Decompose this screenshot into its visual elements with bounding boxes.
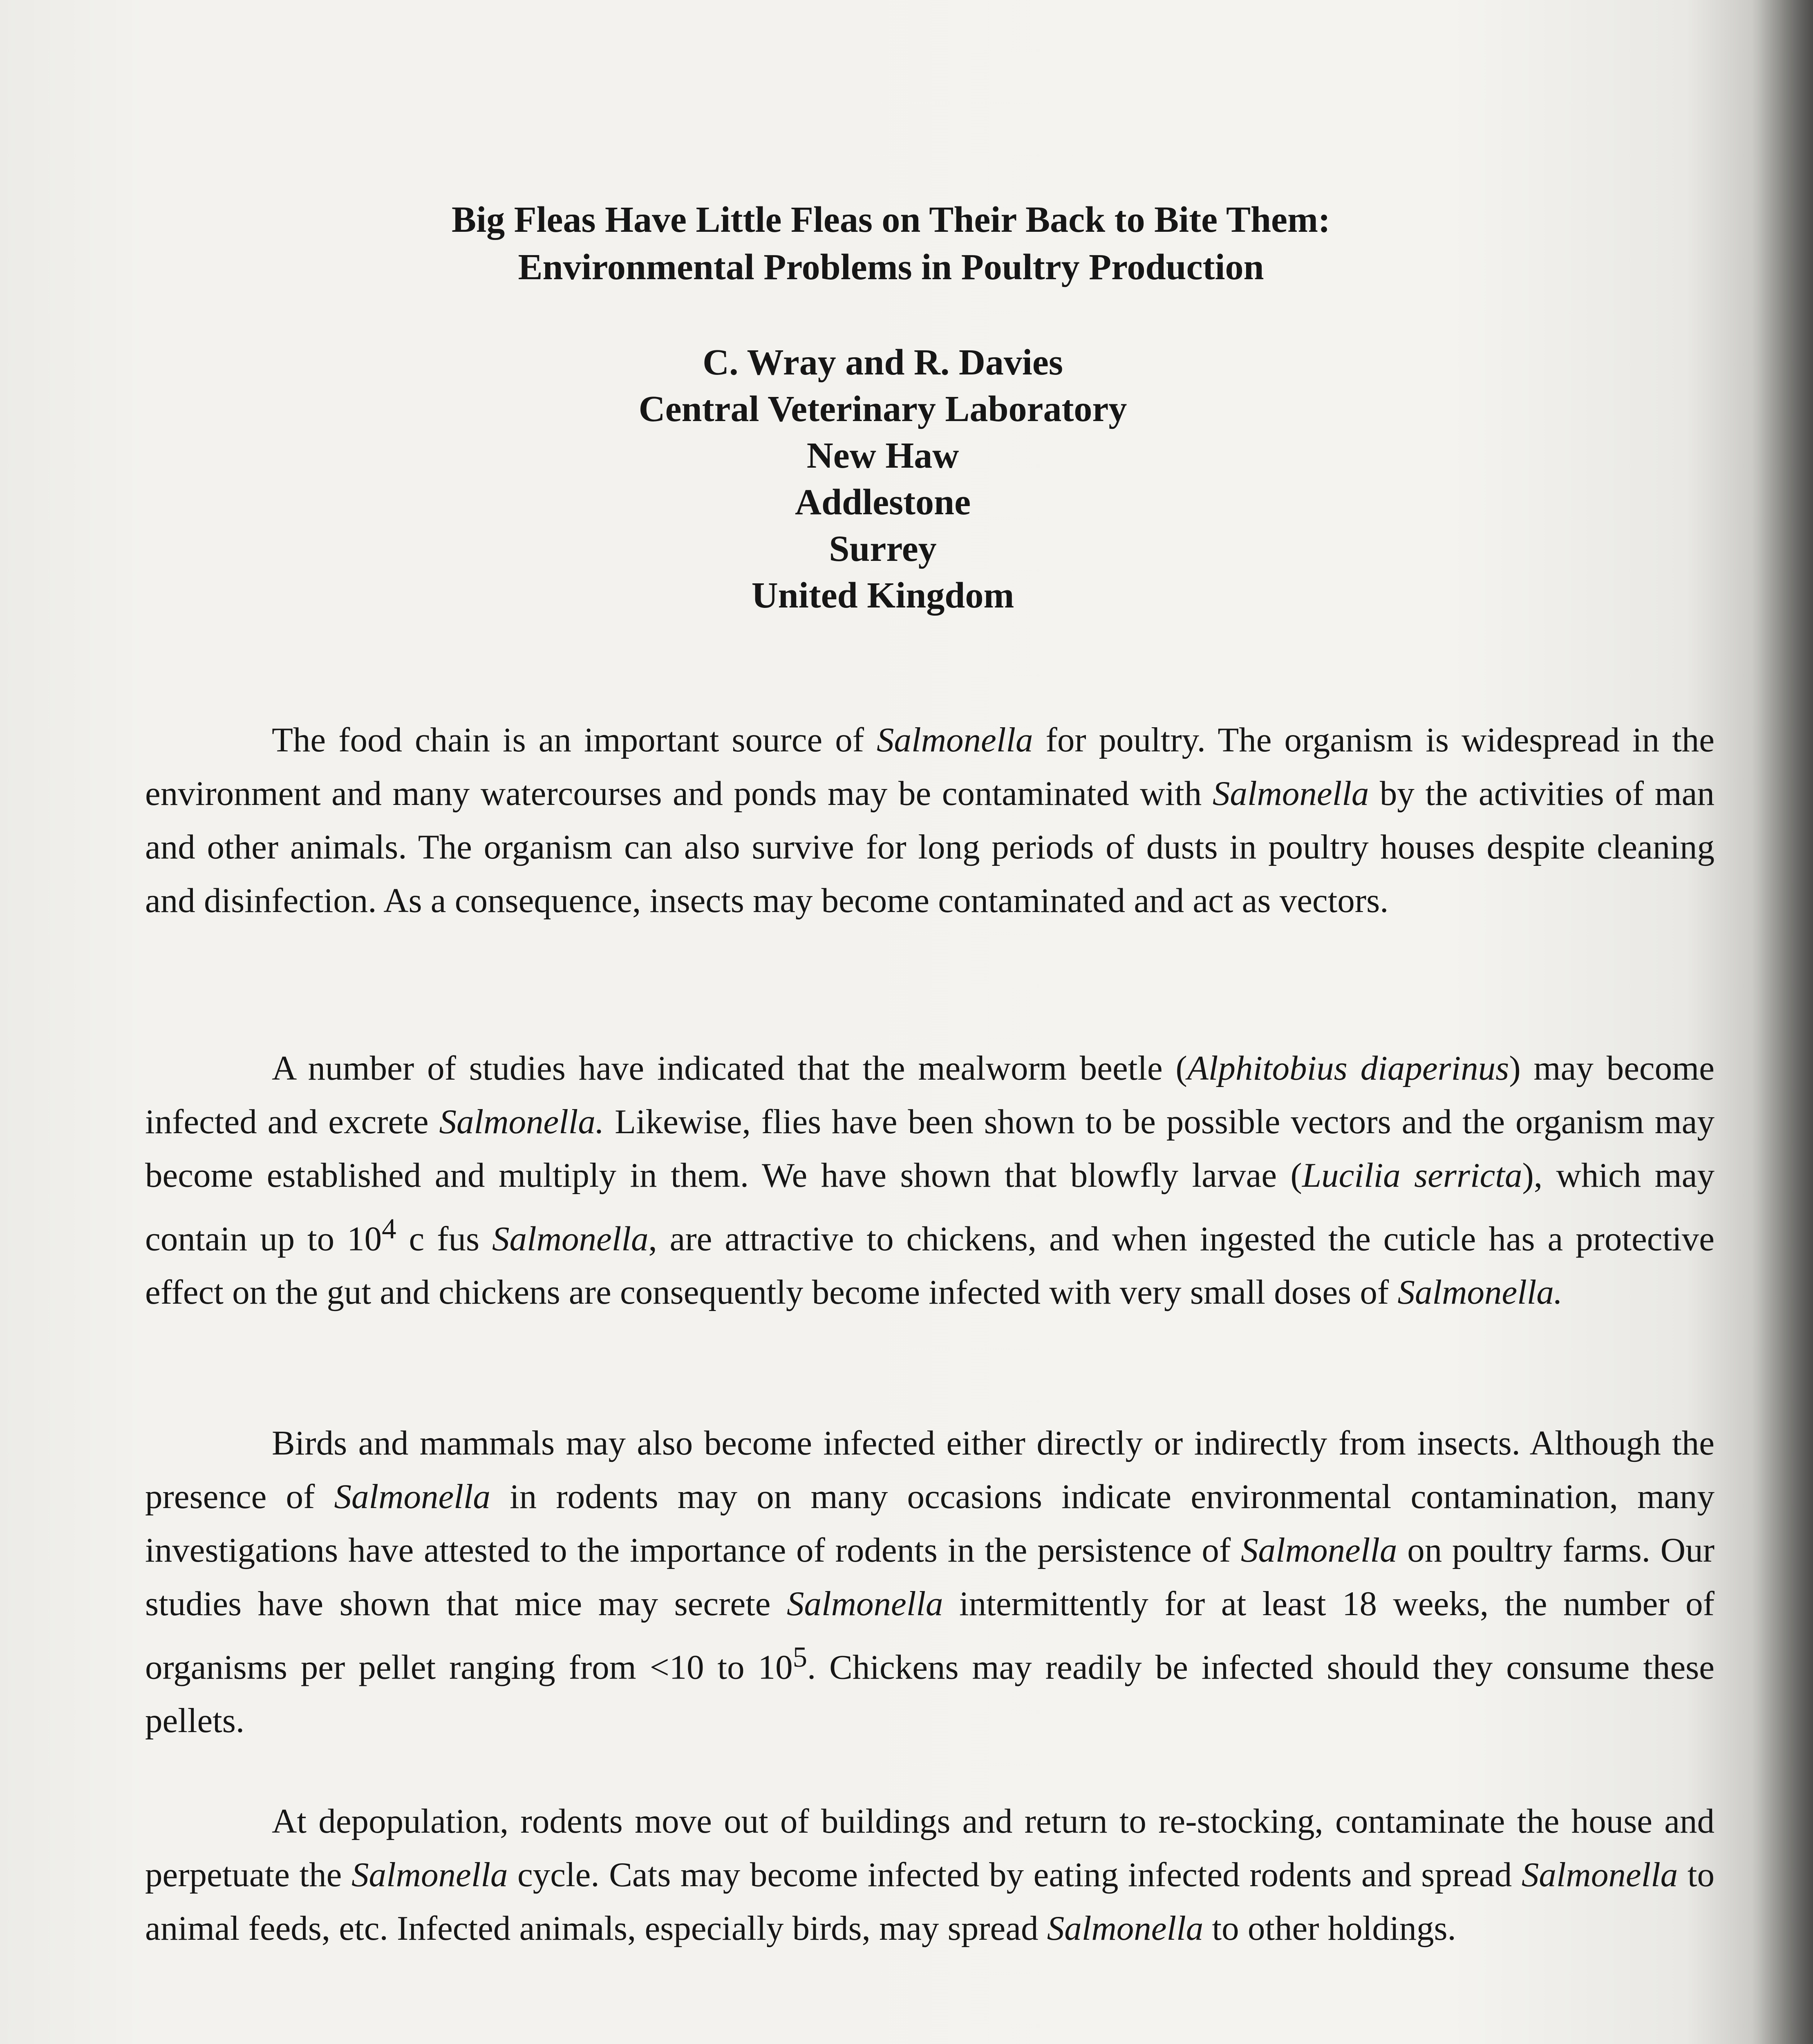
title-line-1: Big Fleas Have Little Fleas on Their Back to Bite Them: <box>452 199 1330 240</box>
superscript-exponent: 4 <box>382 1213 396 1245</box>
text-run: by the activities of man and other animals. The organism can also survive for long periods of dusts in poultry houses despite cleaning and disinfection. As a consequence, insects may become contaminated and act as vectors. <box>145 774 1715 920</box>
italic-term: Salmonella <box>787 1585 943 1623</box>
address-line: United Kingdom <box>751 575 1014 616</box>
address-line: Surrey <box>829 529 937 569</box>
italic-term: Salmonella <box>1212 774 1369 813</box>
text-run: Birds and mammals may also become infected either directly or indirectly from insects. Although the presence of <box>145 1424 1715 1516</box>
text-run: to animal feeds, etc. Infected animals, especially birds, may spread <box>145 1856 1715 1948</box>
paragraph-4 <box>145 1795 1715 1955</box>
institution-name: Central Veterinary Laboratory <box>638 389 1127 429</box>
text-run: , are attractive to chickens, and when ingested the cuticle has a protective effect on the gut and chickens are consequently become infected with very small doses of <box>145 1219 1715 1312</box>
text-run: c fus <box>396 1219 492 1258</box>
italic-term: Salmonella <box>351 1856 508 1894</box>
italic-term: Salmonella <box>877 721 1033 759</box>
italic-term: Salmonella <box>1047 1909 1204 1948</box>
text-run: ), which may contain up to 10 <box>145 1156 1715 1258</box>
text-run: A number of studies have indicated that the mealworm beetle ( <box>272 1049 1187 1087</box>
superscript-exponent: 5 <box>792 1641 808 1673</box>
text-run: on poultry farms. Our studies have shown that mice may secrete <box>145 1531 1715 1623</box>
italic-term: Salmonella. <box>1397 1273 1563 1312</box>
text-run: . Chickens may readily be infected should they consume these pellets. <box>145 1648 1715 1740</box>
italic-term: Alphitobius diaperinus <box>1187 1049 1509 1087</box>
text-run: ) may become infected and excrete <box>145 1049 1715 1141</box>
paragraph-3 <box>145 1416 1715 1748</box>
address-line: Addlestone <box>795 482 971 522</box>
paragraph-2 <box>145 1042 1715 1319</box>
text-run: intermittently for at least 18 weeks, the number of organisms per pellet ranging from <10 to 10 <box>145 1585 1715 1687</box>
text-run: to other holdings. <box>1203 1909 1456 1948</box>
italic-term: Lucilia serricta <box>1302 1156 1522 1195</box>
text-run: cycle. Cats may become infected by eating infected rodents and spread <box>508 1856 1522 1894</box>
paper-title <box>429 196 1353 291</box>
text-run: for poultry. The organism is widespread in the environment and many watercourses and ponds may be contaminated with <box>145 721 1715 813</box>
title-line-2: Environmental Problems in Poultry Production <box>518 247 1264 287</box>
italic-term: Salmonella <box>1241 1531 1397 1569</box>
author-affiliation <box>515 339 1251 619</box>
text-run: Likewise, flies have been shown to be possible vectors and the organism may become established and multiply in them. We have shown that blowfly larvae ( <box>145 1103 1715 1195</box>
book-spine-shadow <box>1752 0 1813 2044</box>
paragraph-1 <box>145 713 1715 928</box>
address-line: New Haw <box>806 435 959 476</box>
author-names: C. Wray and R. Davies <box>703 342 1063 383</box>
italic-term: Salmonella <box>492 1219 649 1258</box>
text-run: in rodents may on many occasions indicate environmental contamination, many investigations have attested to the importance of rodents in the persistence of <box>145 1477 1715 1569</box>
text-run: The food chain is an important source of <box>272 721 877 759</box>
text-run: At depopulation, rodents move out of buildings and return to re-stocking, contaminate the house and perpetuate the <box>145 1802 1715 1894</box>
italic-term: Salmonella. <box>439 1103 604 1141</box>
italic-term: Salmonella <box>334 1477 490 1516</box>
italic-term: Salmonella <box>1521 1856 1678 1894</box>
